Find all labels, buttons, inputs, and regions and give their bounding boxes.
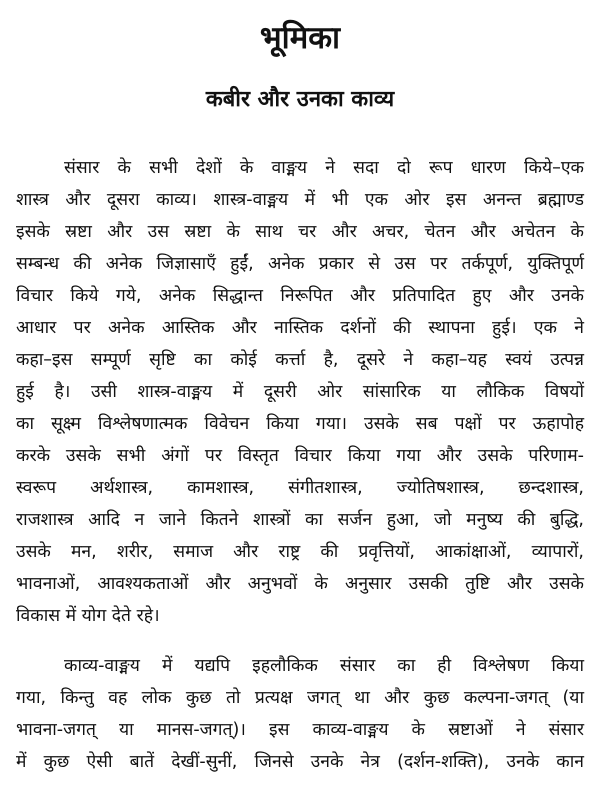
section-subheading: कबीर और उनका काव्य [205, 87, 395, 112]
text-line: उसके मन, शरीर, समाज और राष्ट्र की प्रवृत्तियों, आकांक्षाओं, व्यापारों, [16, 542, 584, 562]
text-line: स्वरूप अर्थशास्त्र, कामशास्त्र, संगीतशास्त्र, ज्योतिषशास्त्र, छन्दशास्त्र, [16, 478, 584, 498]
text-line: शास्त्र और दूसरा काव्य। शास्त्र-वाङ्मय में भी एक ओर इस अनन्त ब्रह्माण्ड [16, 190, 584, 210]
text-line: आधार पर अनेक आस्तिक और नास्तिक दर्शनों की स्थापना हुई। एक ने [16, 318, 584, 338]
text-line: भावनाओं, आवश्यकताओं और अनुभवों के अनुसार उसकी तुष्टि और उसके [16, 574, 584, 594]
text-line: राजशास्त्र आदि न जाने कितने शास्त्रों का सर्जन हुआ, जो मनुष्य की बुद्धि, [16, 510, 584, 530]
text-line: का सूक्ष्म विश्लेषणात्मक विवेचन किया गया। उसके सब पक्षों पर ऊहापोह [16, 414, 584, 434]
text-line: विकास में योग देते रहे। [16, 606, 160, 626]
text-line: कहा–इस सम्पूर्ण सृष्टि का कोई कर्त्ता है, दूसरे ने कहा–यह स्वयं उत्पन्न [16, 350, 584, 370]
text-line: संसार के सभी देशों के वाङ्मय ने सदा दो रूप धारण किये–एक [64, 158, 584, 178]
text-line: सम्बन्ध की अनेक जिज्ञासाएँ हुईं, अनेक प्रकार से उस पर तर्कपूर्ण, युक्तिपूर्ण [16, 254, 584, 274]
text-line: काव्य-वाङ्मय में यद्यपि इहलौकिक संसार का ही विश्लेषण किया [64, 656, 584, 676]
text-line: हुई है। उसी शास्त्र-वाङ्मय में दूसरी ओर सांसारिक या लौकिक विषयों [16, 382, 584, 402]
text-line: गया, किन्तु वह लोक कुछ तो प्रत्यक्ष जगत् था और कुछ कल्पना-जगत् (या [16, 688, 584, 708]
page-heading: भूमिका [259, 20, 341, 56]
text-line: करके उसके सभी अंगों पर विस्तृत विचार किया गया और उसके परिणाम- [16, 446, 584, 466]
text-line: इसके स्रष्टा और उस स्रष्टा के साथ चर और अचर, चेतन और अचेतन के [16, 222, 584, 242]
text-line: में कुछ ऐसी बातें देखीं-सुनीं, जिनसे उनके नेत्र (दर्शन-शक्ति), उनके कान [16, 752, 584, 772]
text-line: विचार किये गये, अनेक सिद्धान्त निरूपित और प्रतिपादित हुए और उनके [16, 286, 584, 306]
text-line: भावना-जगत् या मानस-जगत्)। इस काव्य-वाङ्मय के स्रष्टाओं ने संसार [16, 720, 584, 740]
